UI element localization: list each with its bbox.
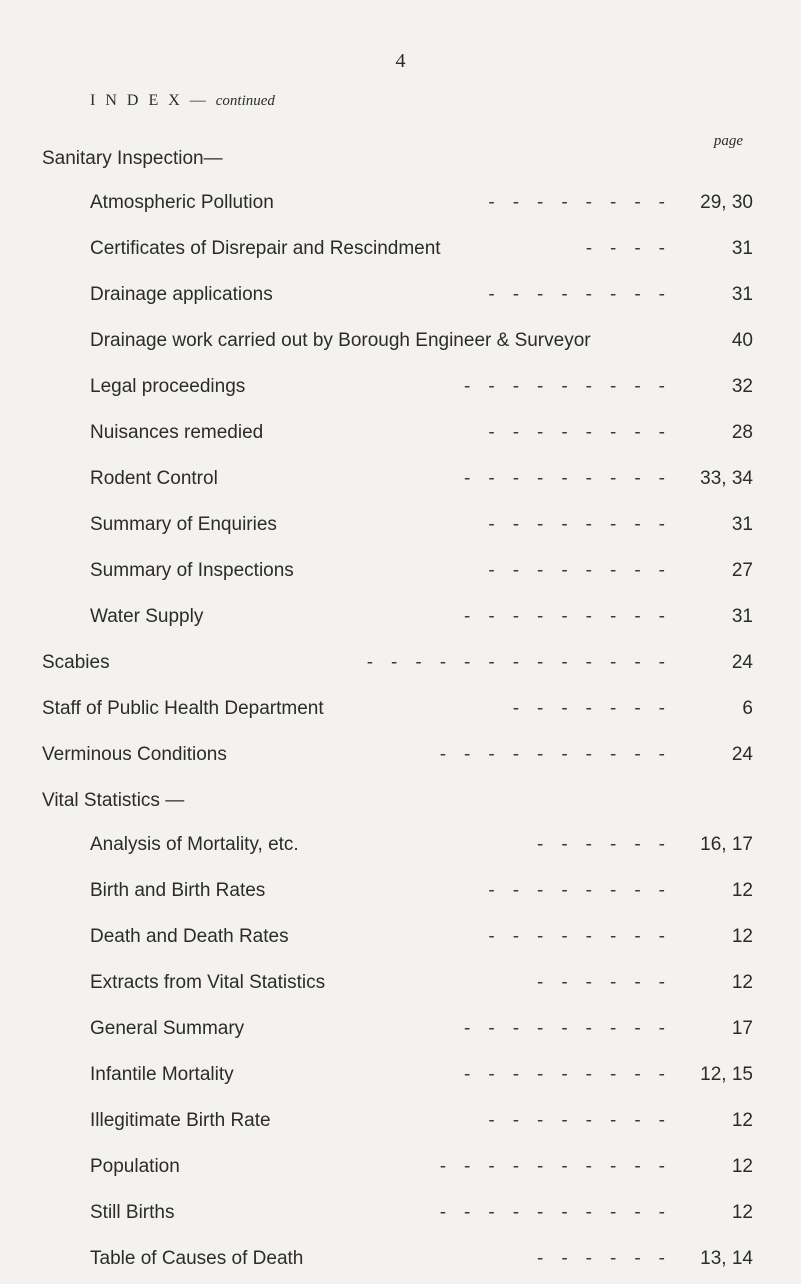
index-entry (0, 962, 801, 1008)
index-entry (0, 596, 801, 642)
dot-leader: -------- (488, 880, 683, 901)
dot-leader: ------ (537, 972, 683, 993)
entry-label: Nuisances remedied (90, 422, 264, 443)
dot-leader: ------- (512, 698, 683, 719)
entry-page-ref: 6 (742, 698, 753, 719)
dot-leader: ---------- (439, 1202, 683, 1223)
dot-leader: ---- (585, 238, 683, 259)
entry-page-ref: 27 (731, 560, 753, 581)
index-entry (0, 1238, 801, 1284)
dot-leader: ------------- (366, 652, 683, 673)
index-entry (0, 366, 801, 412)
entry-label: Water Supply (90, 606, 204, 627)
page-column-label: page (713, 133, 743, 149)
dot-leader: ------ (537, 1248, 683, 1269)
index-entry (0, 824, 801, 870)
entry-label: Birth and Birth Rates (90, 880, 266, 901)
entry-page-ref: 12 (731, 1202, 753, 1223)
entry-label: Drainage work carried out by Borough Engineer & Surveyor (90, 330, 591, 351)
entry-page-ref: 17 (731, 1018, 753, 1039)
dot-leader: --------- (464, 1018, 683, 1039)
index-continued: continued (215, 93, 275, 109)
index-entry (0, 228, 801, 274)
index-entry (0, 274, 801, 320)
entry-label: Staff of Public Health Department (42, 698, 324, 719)
entry-page-ref: 12 (731, 926, 753, 947)
entry-page-ref: 12 (731, 1110, 753, 1131)
entry-page-ref: 16, 17 (700, 834, 753, 855)
dot-leader: -------- (488, 560, 683, 581)
index-entry (0, 1054, 801, 1100)
entry-page-ref: 32 (731, 376, 753, 397)
dot-leader: --------- (464, 1064, 683, 1085)
entry-label: Infantile Mortality (90, 1064, 234, 1085)
dot-leader: ---------- (439, 1156, 683, 1177)
entry-page-ref: 31 (731, 284, 753, 305)
dot-leader: --------- (464, 606, 683, 627)
entry-label: Still Births (90, 1202, 175, 1223)
index-title: I N D E X (90, 92, 183, 109)
index-entry (0, 1008, 801, 1054)
index-dash: — (182, 92, 216, 109)
index-heading (90, 92, 275, 110)
entry-page-ref: 24 (731, 652, 753, 673)
dot-leader: -------- (488, 1110, 683, 1131)
index-entry (0, 412, 801, 458)
dot-leader: -------- (488, 284, 683, 305)
entry-label: Legal proceedings (90, 376, 246, 397)
entry-label: Summary of Enquiries (90, 514, 277, 535)
index-entry (0, 916, 801, 962)
dot-leader: -------- (488, 514, 683, 535)
entry-label: Death and Death Rates (90, 926, 289, 947)
entry-page-ref: 12 (731, 880, 753, 901)
index-entry (0, 1100, 801, 1146)
index-entry (0, 504, 801, 550)
index-entry (0, 642, 801, 688)
entry-page-ref: 12 (731, 972, 753, 993)
dot-leader: ---------- (439, 744, 683, 765)
index-entry (0, 870, 801, 916)
entry-label: Population (90, 1156, 180, 1177)
entry-label: Scabies (42, 652, 110, 673)
entry-page-ref: 24 (731, 744, 753, 765)
index-entry (0, 320, 801, 366)
entry-label: Illegitimate Birth Rate (90, 1110, 271, 1131)
entry-page-ref: 12, 15 (700, 1064, 753, 1085)
entry-label: Vital Statistics — (42, 790, 185, 811)
entry-label: Certificates of Disrepair and Rescindment (90, 238, 441, 259)
index-entries (0, 138, 801, 1284)
page-number: 4 (395, 50, 406, 72)
entry-label: Extracts from Vital Statistics (90, 972, 326, 993)
index-entry (0, 1192, 801, 1238)
index-entry (0, 458, 801, 504)
entry-page-ref: 12 (731, 1156, 753, 1177)
dot-leader: -------- (488, 926, 683, 947)
entry-page-ref: 28 (731, 422, 753, 443)
index-entry (0, 734, 801, 780)
index-section-heading (0, 138, 801, 182)
dot-leader: -------- (488, 422, 683, 443)
dot-leader: --------- (464, 468, 683, 489)
index-entry (0, 550, 801, 596)
index-entry (0, 688, 801, 734)
entry-page-ref: 31 (731, 514, 753, 535)
entry-label: General Summary (90, 1018, 245, 1039)
entry-label: Analysis of Mortality, etc. (90, 834, 299, 855)
dot-leader: -------- (488, 192, 683, 213)
entry-label: Atmospheric Pollution (90, 192, 274, 213)
entry-label: Table of Causes of Death (90, 1248, 304, 1269)
index-entry (0, 1146, 801, 1192)
entry-page-ref: 31 (731, 238, 753, 259)
entry-label: Summary of Inspections (90, 560, 294, 581)
entry-page-ref: 29, 30 (700, 192, 753, 213)
entry-label: Sanitary Inspection— (42, 148, 223, 169)
entry-label: Rodent Control (90, 468, 218, 489)
entry-page-ref: 31 (731, 606, 753, 627)
entry-label: Verminous Conditions (42, 744, 227, 765)
index-section-heading (0, 780, 801, 824)
index-entry (0, 182, 801, 228)
dot-leader: --------- (464, 376, 683, 397)
entry-page-ref: 40 (731, 330, 753, 351)
entry-label: Drainage applications (90, 284, 273, 305)
entry-page-ref: 33, 34 (700, 468, 753, 489)
dot-leader: ------ (537, 834, 683, 855)
entry-page-ref: 13, 14 (700, 1248, 753, 1269)
